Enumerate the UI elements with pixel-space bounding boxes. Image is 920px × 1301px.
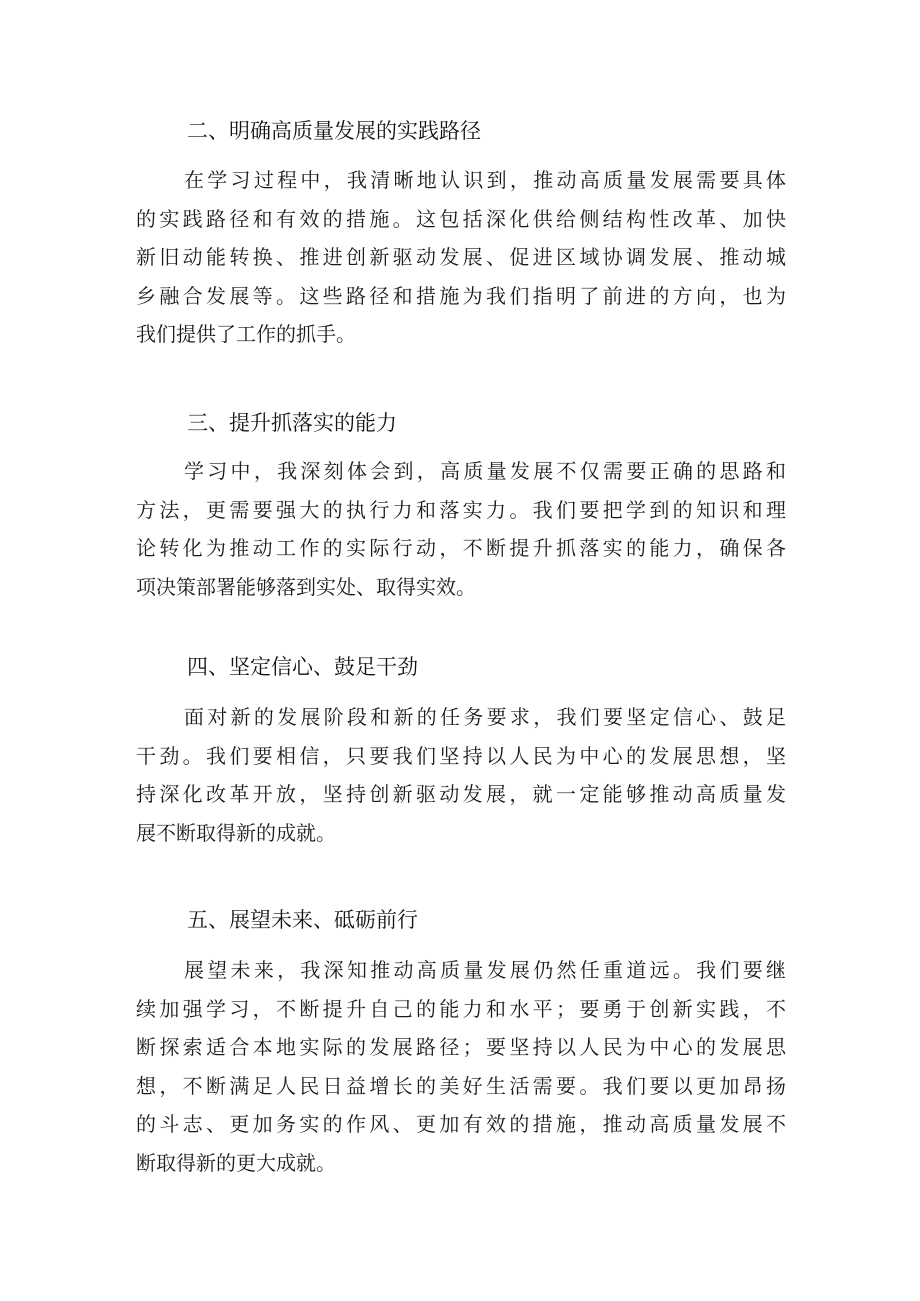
paragraph-line: 想，不断满足人民日益增长的美好生活需要。我们要以更加昂扬: [136, 1073, 786, 1098]
paragraph-line: 新旧动能转换、推进创新驱动发展、促进区域协调发展、推动城: [136, 245, 786, 270]
section-heading: 五、展望未来、砥砺前行: [187, 908, 418, 932]
paragraph-line: 断探索适合本地实际的发展路径；要坚持以人民为中心的发展思: [136, 1035, 786, 1060]
paragraph-line: 项决策部署能够落到实处、取得实效。: [136, 574, 476, 599]
paragraph-line: 展望未来，我深知推动高质量发展仍然任重道远。我们要继: [184, 958, 786, 982]
paragraph-line: 我们提供了工作的抓手。: [136, 322, 356, 347]
paragraph-line: 的斗志、更加务实的作风、更加有效的措施，推动高质量发展不: [136, 1112, 786, 1137]
section-heading: 四、坚定信心、鼓足干劲: [187, 655, 418, 679]
paragraph-line: 的实践路径和有效的措施。这包括深化供给侧结构性改革、加快: [136, 206, 786, 231]
section-paragraph: [136, 452, 786, 606]
paragraph-line: 持深化改革开放，坚持创新驱动发展，就一定能够推动高质量发: [136, 782, 786, 807]
paragraph-line: 续加强学习，不断提升自己的能力和水平；要勇于创新实践，不: [136, 996, 786, 1021]
section-heading: 二、明确高质量发展的实践路径: [187, 119, 481, 143]
paragraph-line: 干劲。我们要相信，只要我们坚持以人民为中心的发展思想，坚: [136, 743, 786, 768]
paragraph-line: 论转化为推动工作的实际行动，不断提升抓落实的能力，确保各: [136, 536, 786, 561]
section-paragraph: [136, 161, 786, 354]
paragraph-line: 乡融合发展等。这些路径和措施为我们指明了前进的方向，也为: [136, 283, 786, 308]
section-paragraph: [136, 951, 786, 1183]
paragraph-line: 断取得新的更大成就。: [136, 1150, 336, 1175]
paragraph-line: 方法，更需要强大的执行力和落实力。我们要把学到的知识和理: [136, 497, 786, 522]
paragraph-line: 展不断取得新的成就。: [136, 820, 336, 845]
paragraph-line: 学习中，我深刻体会到，高质量发展不仅需要正确的思路和: [184, 459, 786, 483]
paragraph-line: 面对新的发展阶段和新的任务要求，我们要坚定信心、鼓足: [184, 705, 786, 729]
section-heading: 三、提升抓落实的能力: [187, 411, 397, 435]
section-paragraph: [136, 698, 786, 852]
paragraph-line: 在学习过程中，我清晰地认识到，推动高质量发展需要具体: [184, 168, 786, 192]
